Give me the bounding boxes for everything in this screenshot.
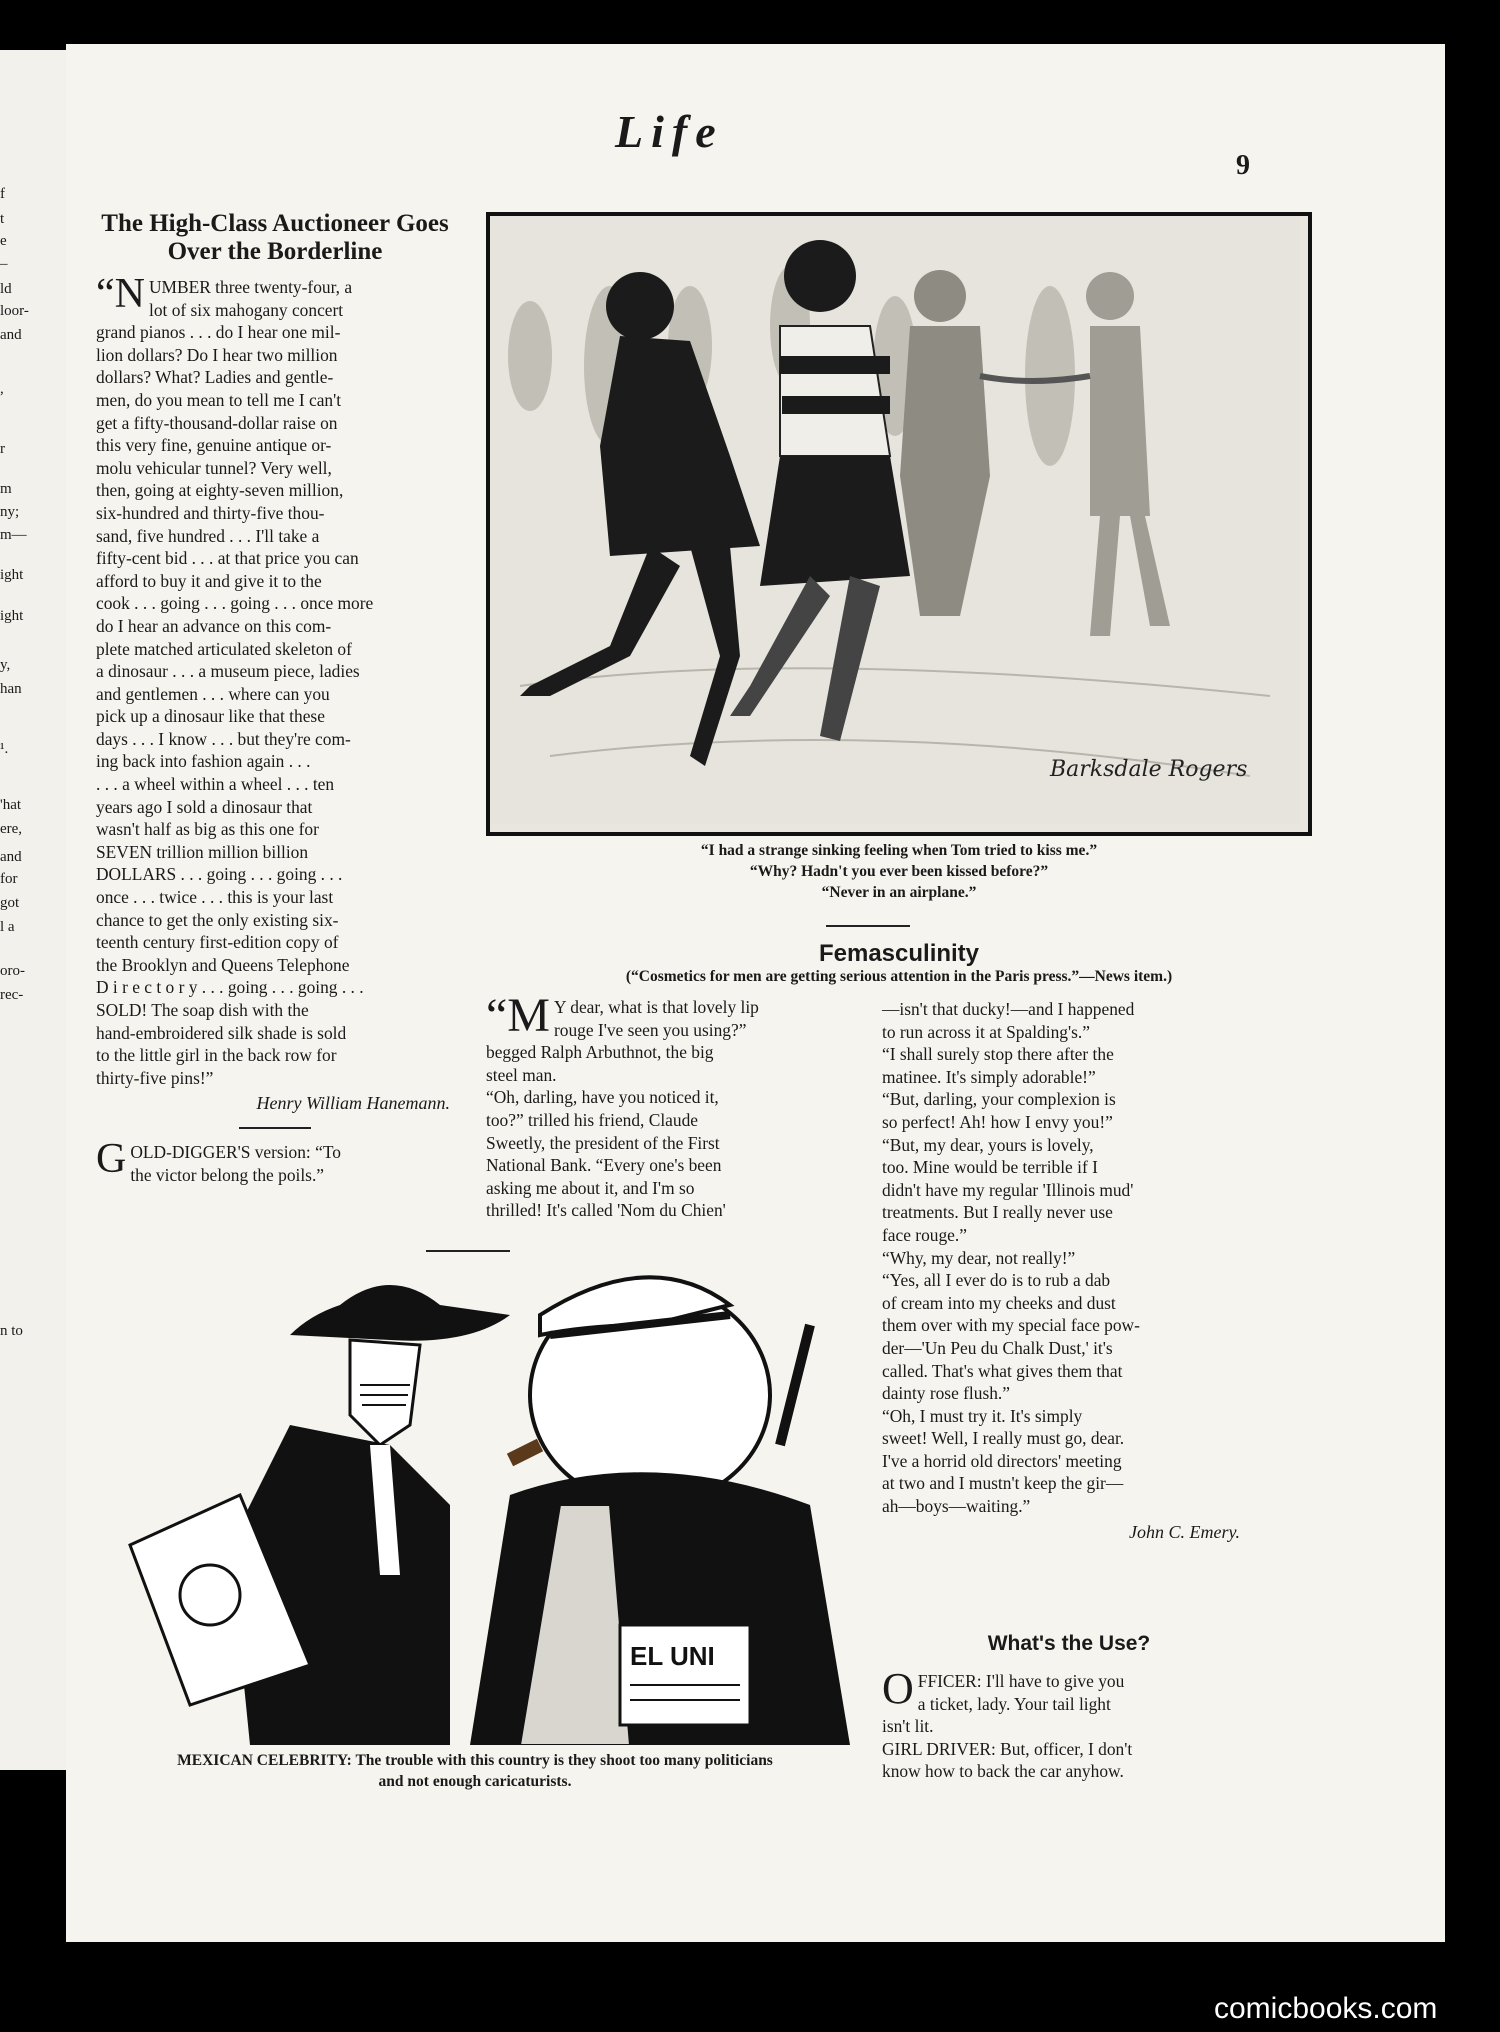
femasculinity-col1: [486, 989, 856, 1222]
text-line: at two and I mustn't keep the gir—: [882, 1473, 1124, 1494]
text-line: get a fifty-thousand-dollar raise on: [96, 412, 338, 433]
fragment-text: 'hat: [0, 797, 22, 813]
text-line: . . . a wheel within a wheel . . . ten: [96, 774, 335, 795]
text-line: face rouge.”: [882, 1224, 967, 1245]
text-line: rouge I've seen you using?”: [553, 1019, 747, 1040]
fragment-text: ight: [0, 567, 24, 583]
fragment-text: –: [0, 256, 8, 272]
text-line: called. That's what gives them that: [882, 1360, 1123, 1381]
text-line: D i r e c t o r y . . . going . . . going . . .: [96, 977, 364, 998]
text-line: then, going at eighty-seven million,: [96, 480, 344, 501]
fragment-text: rec-: [0, 987, 24, 1003]
text-line: “But, my dear, yours is lovely,: [882, 1134, 1094, 1155]
fragment-text: e: [0, 233, 7, 249]
fragment-text: oro-: [0, 963, 25, 979]
femasculinity-epigraph: (“Cosmetics for men are getting serious attention in the Paris press.”—News item.): [625, 968, 1173, 985]
text-line: and gentlemen . . . where can you: [96, 683, 330, 704]
fragment-text: loor-: [0, 303, 29, 319]
drop-cap: “M: [486, 989, 550, 1042]
text-line: I've a horrid old directors' meeting: [882, 1450, 1122, 1471]
text-line: molu vehicular tunnel? Very well,: [96, 457, 332, 478]
whats-the-use-title: What's the Use?: [987, 1632, 1151, 1655]
text-line: them over with my special face pow-: [882, 1315, 1140, 1336]
text-line: grand pianos . . . do I hear one mil-: [96, 322, 341, 343]
text-line: years ago I sold a dinosaur that: [96, 796, 313, 817]
text-line: dainty rose flush.”: [882, 1383, 1010, 1404]
artist-signature: Barksdale Rogers: [1050, 757, 1248, 782]
text-line: chance to get the only existing six-: [96, 909, 339, 930]
fragment-text: r: [0, 441, 5, 457]
caption-speaker: MEXICAN CELEBRITY:: [177, 1752, 352, 1769]
page-number: 9: [1236, 150, 1250, 181]
previous-page-strip: [0, 50, 66, 1770]
femasculinity-col2: [882, 998, 1256, 1544]
text-line: ah—boys—waiting.”: [882, 1496, 1031, 1517]
fragment-text: n to: [0, 1323, 23, 1339]
drop-cap: “N: [96, 271, 145, 317]
article-lines: [96, 271, 454, 1089]
text-line: der—'Un Peu du Chalk Dust,' it's: [882, 1337, 1113, 1358]
text-line: “Oh, darling, have you noticed it,: [486, 1087, 719, 1108]
caption-line: “Never in an airplane.”: [821, 884, 977, 901]
caption-line: “Why? Hadn't you ever been kissed before?”: [749, 863, 1049, 880]
text-line: the Brooklyn and Queens Telephone: [96, 954, 350, 975]
text-line: “I shall surely stop there after the: [882, 1044, 1114, 1065]
fragment-text: m: [0, 481, 12, 497]
text-line: treatments. But I really never use: [882, 1202, 1113, 1223]
text-line: lion dollars? Do I hear two million: [96, 344, 338, 365]
text-line: steel man.: [486, 1064, 557, 1085]
text-line: too. Mine would be terrible if I: [882, 1157, 1098, 1178]
whats-the-use-joke: [882, 1664, 1256, 1783]
joke-line: OLD-DIGGER'S version: “To: [130, 1142, 341, 1163]
text-line: a dinosaur . . . a museum piece, ladies: [96, 661, 360, 682]
text-line: six-hundred and thirty-five thou-: [96, 502, 325, 523]
column-lines: [882, 998, 1256, 1518]
fragment-text: m—: [0, 527, 27, 543]
text-line: men, do you mean to tell me I can't: [96, 389, 342, 410]
femasculinity-title: Femasculinity: [818, 940, 980, 967]
text-line: DOLLARS . . . going . . . going . . .: [96, 864, 343, 885]
divider: [239, 1127, 311, 1129]
text-line: “But, darling, your complexion is: [882, 1089, 1116, 1110]
fragment-text: and: [0, 327, 22, 343]
text-line: SEVEN trillion million billion: [96, 841, 309, 862]
text-line: to the little girl in the back row for: [96, 1045, 337, 1066]
text-line: GIRL DRIVER: But, officer, I don't: [882, 1738, 1133, 1759]
fragment-text: ,: [0, 381, 4, 397]
caption-line: [90, 1750, 860, 1771]
fragment-text: and: [0, 849, 22, 865]
magazine-title: Life: [615, 106, 724, 157]
text-line: pick up a dinosaur like that these: [96, 706, 325, 727]
text-line: lot of six mahogany concert: [148, 299, 344, 320]
fragment-text: ¹.: [0, 741, 9, 757]
text-line: dollars? What? Ladies and gentle-: [96, 367, 334, 388]
text-line: afford to buy it and give it to the: [96, 570, 322, 591]
article-byline: Henry William Hanemann.: [256, 1093, 450, 1114]
text-line: Sweetly, the president of the First: [486, 1132, 720, 1153]
text-line: know how to back the car anyhow.: [882, 1761, 1124, 1782]
text-line: too?” trilled his friend, Claude: [486, 1109, 699, 1130]
text-line: didn't have my regular 'Illinois mud': [882, 1179, 1134, 1200]
article-title: The High-Class Auctioneer Goes Over the Borderline: [101, 210, 449, 265]
text-line: once . . . twice . . . this is your last: [96, 887, 334, 908]
fragment-text: han: [0, 681, 22, 697]
fragment-text: y,: [0, 657, 11, 673]
fragment-text: f: [0, 186, 5, 202]
fragment-text: for: [0, 871, 18, 887]
text-line: a ticket, lady. Your tail light: [917, 1693, 1111, 1714]
text-line: hand-embroidered silk shade is sold: [96, 1022, 347, 1043]
text-line: asking me about it, and I'm so: [486, 1177, 695, 1198]
text-line: sweet! Well, I really must go, dear.: [882, 1428, 1125, 1449]
drop-cap: O: [882, 1664, 914, 1713]
text-line: fifty-cent bid . . . at that price you can: [96, 548, 359, 569]
fragment-text: ight: [0, 608, 24, 624]
fragment-text: got: [0, 895, 20, 911]
text-line: thirty-five pins!”: [96, 1067, 214, 1088]
text-line: “Yes, all I ever do is to rub a dab: [882, 1270, 1111, 1291]
text-line: begged Ralph Arbuthnot, the big: [486, 1042, 714, 1063]
site-watermark: comicbooks.com: [1214, 1992, 1438, 2025]
text-line: teenth century first-edition copy of: [96, 932, 339, 953]
text-line: days . . . I know . . . but they're com-: [96, 728, 351, 749]
text-line: FFICER: I'll have to give you: [917, 1671, 1125, 1691]
caption-line: “I had a strange sinking feeling when Tom tried to kiss me.”: [700, 842, 1098, 859]
text-line: to run across it at Spalding's.”: [882, 1021, 1090, 1042]
text-line: isn't lit.: [882, 1716, 934, 1737]
article-byline: John C. Emery.: [1129, 1521, 1240, 1542]
fragment-text: t: [0, 211, 5, 227]
article-body: [96, 271, 454, 1089]
caption-text: The trouble with this country is they shoot too many politicians: [355, 1752, 773, 1769]
divider: [826, 925, 910, 927]
caption-line: and not enough caricaturists.: [378, 1773, 572, 1790]
fragment-text: ld: [0, 281, 12, 297]
mexican-cartoon: [90, 1245, 860, 1745]
text-line: of cream into my cheeks and dust: [882, 1292, 1116, 1313]
mexican-cartoon-caption: [90, 1750, 860, 1792]
text-line: —isn't that ducky!—and I happened: [882, 999, 1135, 1019]
newspaper-masthead: EL UNI: [630, 1641, 715, 1671]
text-line: plete matched articulated skeleton of: [96, 638, 352, 659]
text-line: “Oh, I must try it. It's simply: [882, 1405, 1083, 1426]
text-line: sand, five hundred . . . I'll take a: [96, 525, 320, 546]
text-line: UMBER three twenty-four, a: [148, 277, 353, 297]
text-line: do I hear an advance on this com-: [96, 615, 332, 636]
text-line: Y dear, what is that lovely lip: [553, 997, 759, 1017]
text-line: thrilled! It's called 'Nom du Chien': [486, 1200, 726, 1221]
text-line: this very fine, genuine antique or-: [96, 435, 332, 456]
joke-line: the victor belong the poils.”: [130, 1164, 325, 1185]
text-line: ing back into fashion again . . .: [96, 751, 311, 772]
text-line: “Why, my dear, not really!”: [882, 1247, 1076, 1268]
text-line: so perfect! Ah! how I envy you!”: [882, 1111, 1113, 1132]
gold-digger-joke: [96, 1136, 454, 1186]
skating-illustration: [486, 212, 1312, 836]
fragment-text: ere,: [0, 821, 23, 837]
caricature-drawing: [90, 1245, 860, 1745]
drop-cap: G: [96, 1136, 127, 1183]
skaters-drawing: [490, 216, 1300, 824]
text-line: wasn't half as big as this one for: [96, 819, 319, 840]
text-line: National Bank. “Every one's been: [486, 1155, 722, 1176]
fragment-text: ny;: [0, 504, 20, 520]
text-line: cook . . . going . . . going . . . once more: [96, 593, 374, 614]
joke-lines: [882, 1664, 1256, 1783]
auctioneer-article: [96, 210, 454, 1187]
text-line: matinee. It's simply adorable!”: [882, 1066, 1096, 1087]
text-line: SOLD! The soap dish with the: [96, 1000, 309, 1020]
fragment-text: l a: [0, 919, 15, 935]
skating-caption: [486, 840, 1312, 903]
